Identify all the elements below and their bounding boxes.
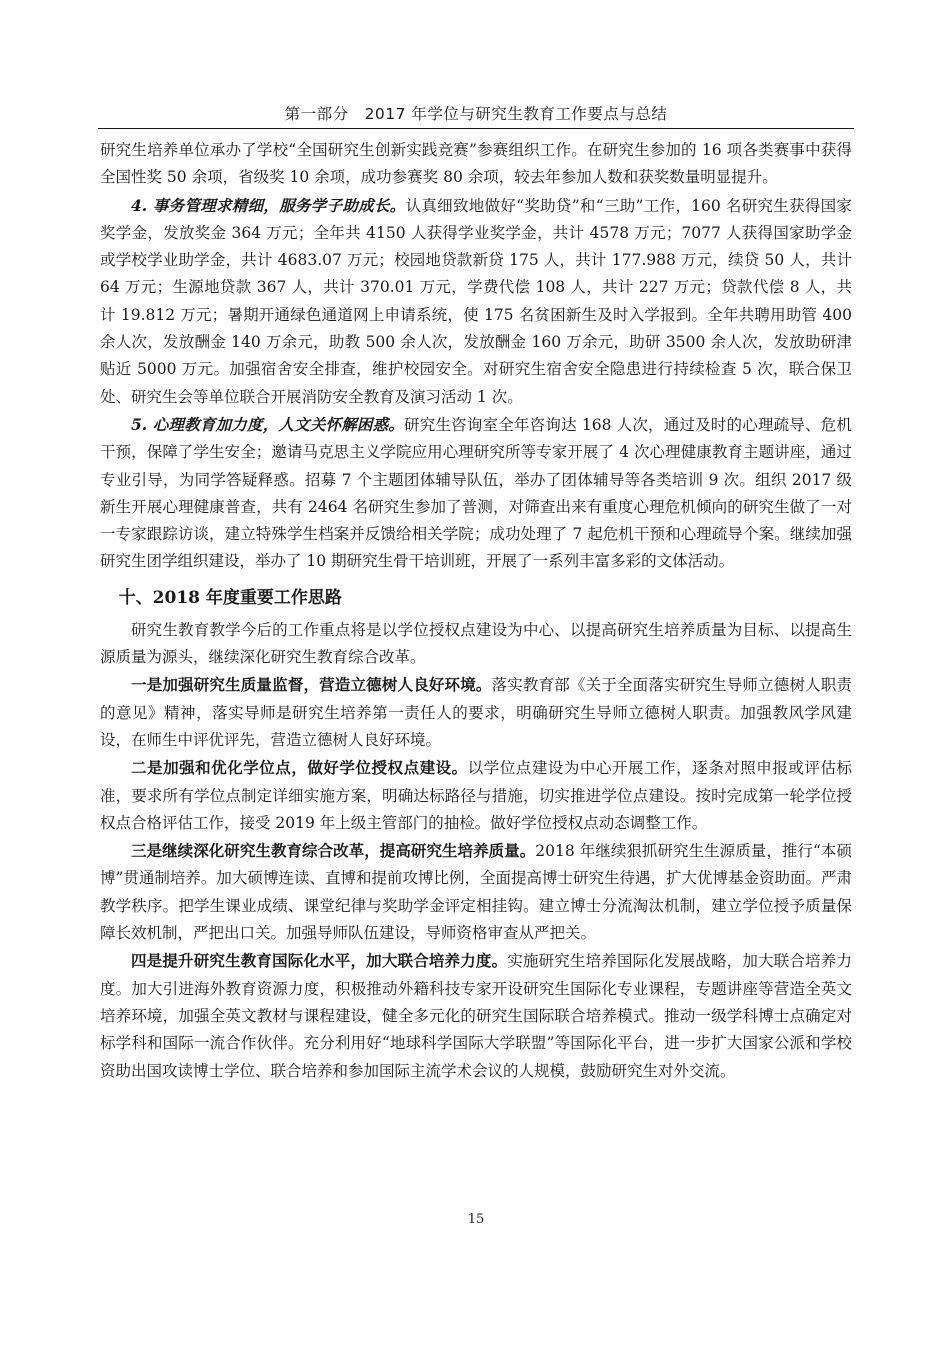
point-4-lead: 四是提升研究生教育国际化水平，加大联合培养力度。 bbox=[131, 951, 508, 971]
item-4-lead: 4. 事务管理求精细，服务学子助成长。 bbox=[131, 195, 406, 215]
point-2-text: 以学位点建设为中心开展工作，逐条对照申报或评估标准，要求所有学位点制定详细实施方案，明确达标路径与措施，切实推进学位点建设。按时完成第一轮学位授权点合格评估工作，接受 2019 年上级主管部门的抽检。做好学位授权点动态调整工作。 bbox=[100, 759, 852, 832]
paragraph-point-4 bbox=[100, 947, 852, 1084]
paragraph-item-5 bbox=[100, 411, 852, 576]
item-4-text: 认真细致地做好“奖助贷”和“三助”工作，160 名研究生获得国家奖学金，发放奖金 364 万元；全年共 4150 人获得学业奖学金，共计 4578 万元；7077 人获得国家助学金或学校学业助学金，共计 4683.07 万元；校园地贷款新贷 175 人，共计 177.988 万元，续贷 50 人，共计 64 万元；生源地贷款 367 人，共计 370.01 万元，学费代偿 108 人，共计 227 万元；贷款代偿 8 人，共计 19.812 万元；暑期开通绿色通道网上申请系统，使 175 名贫困新生及时入学报到。全年共聘用助管 400 余人次，发放酬金 140 万余元，助教 500 余人次，发放酬金 160 万余元，助研 3500 余人次，发放助研津贴近 5000 万元。加强宿舍安全排查，维护校园安全。对研究生宿舍安全隐患进行持续检查 5 次，联合保卫处、研究生会等单位联合开展消防安全教育及演习活动 1 次。 bbox=[100, 196, 852, 406]
paragraph-point-3 bbox=[100, 837, 852, 947]
point-3-text: 2018 年继续狠抓研究生生源质量，推行“本硕博”贯通制培养。加大硕博连读、直博和提前攻博比例，全面提高博士研究生待遇，扩大优博基金资助面。严肃教学秩序。把学生课业成绩、课堂纪律与奖助学金评定相挂钩。建立博士分流淘汰机制，建立学位授予质量保障长效机制，严把出口关。加强导师队伍建设，导师资格审查从严把关。 bbox=[100, 842, 852, 943]
paragraph-point-2 bbox=[100, 754, 852, 837]
body-content bbox=[100, 137, 852, 1085]
point-1-text: 落实教育部《关于全面落实研究生导师立德树人职责的意见》精神，落实导师是研究生培养第一责任人的要求，明确研究生导师立德树人职责。加强教风学风建设，在师生中评优评先，营造立德树人良好环境。 bbox=[100, 676, 852, 749]
paragraph-intro: 研究生培养单位承办了学校“全国研究生创新实践竞赛”参赛组织工作。在研究生参加的 16 项各类赛事中获得全国性奖 50 余项，省级奖 10 余项，成功参赛奖 80 余项，较去年参加人数和获奖数量明显提升。 bbox=[100, 141, 852, 187]
section-heading: 十、2018 年度重要工作思路 bbox=[118, 587, 342, 608]
header-rule bbox=[98, 128, 854, 129]
page-number: 15 bbox=[467, 1212, 485, 1227]
running-header: 第一部分 2017 年学位与研究生教育工作要点与总结 bbox=[284, 105, 668, 123]
paragraph-point-1 bbox=[100, 671, 852, 754]
point-4-text: 实施研究生培养国际化发展战略，加大联合培养力度。加大引进海外教育资源力度，积极推动外籍科技专家开设研究生国际化专业课程，专题讲座等营造全英文培养环境，加强全英文教材与课程建设，健全多元化的研究生国际联合培养模式。推动一级学科博士点确定对标学科和国际一流合作伙伴。充分利用好“地球科学国际大学联盟”等国际化平台，进一步扩大国家公派和学校资助出国攻读博士学位、联合培养和参加国际主流学术会议的人规模，鼓励研究生对外交流。 bbox=[100, 952, 852, 1080]
point-1-lead: 一是加强研究生质量监督，营造立德树人良好环境。 bbox=[131, 675, 492, 695]
item-5-text: 研究生咨询室全年咨询达 168 人次，通过及时的心理疏导、危机干预，保障了学生安全；邀请马克思主义学院应用心理研究所等专家开展了 4 次心理健康教育主题讲座，通过专业引导，为同学答疑释惑。招募 7 个主题团体辅导队伍，举办了团体辅导等各类培训 9 次。组织 2017 级新生开展心理健康普查，共有 2464 名研究生参加了普测，对筛查出来有重度心理危机倾向的研究生做了一对一专家跟踪访谈，建立特殊学生档案并反馈给相关学院；成功处理了 7 起危机干预和心理疏导个案。继续加强研究生团学组织建设，举办了 10 期研究生骨干培训班，开展了一系列丰富多彩的文体活动。 bbox=[100, 415, 852, 571]
point-3-lead: 三是继续深化研究生教育综合改革，提高研究生培养质量。 bbox=[131, 841, 536, 861]
paragraph-item-4 bbox=[100, 192, 852, 411]
item-5-lead: 5. 心理教育加力度，人文关怀解困惑。 bbox=[131, 414, 405, 434]
point-2-lead: 二是加强和优化学位点，做好学位授权点建设。 bbox=[131, 758, 468, 778]
paragraph-section-intro: 研究生教育教学今后的工作重点将是以学位授权点建设为中心、以提高研究生培养质量为目标、以提高生源质量为源头，继续深化研究生教育综合改革。 bbox=[100, 620, 852, 667]
